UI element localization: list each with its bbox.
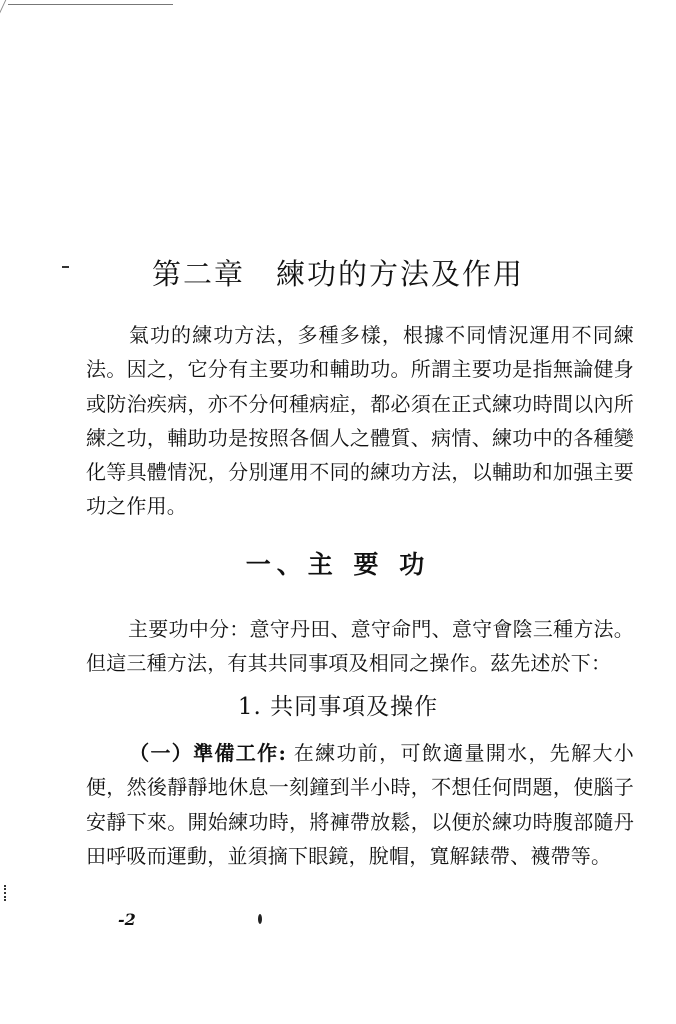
subsection-title: 1. 共同事項及操作 (237, 694, 439, 720)
top-rule-line (8, 4, 173, 5)
ink-speck (258, 914, 262, 924)
paragraph-main-methods-text: 主要功中分：意守丹田、意守命門、意守會陰三種方法。但這三種方法，有其共同事項及相同之操作。茲先述於下： (86, 617, 634, 676)
chapter-title: 第二章 練功的方法及作用 (151, 257, 524, 291)
paragraph-intro (86, 318, 634, 524)
paragraph-preparation (86, 736, 634, 873)
preparation-heading: （一）準備工作: (128, 741, 287, 765)
margin-dots-mark (4, 885, 8, 901)
corner-scan-mark (0, 0, 16, 14)
page-number: -2 (118, 910, 136, 929)
section-title: 一、主 要 功 (245, 550, 431, 579)
paragraph-preparation-text: 在練功前，可飲適量開水，先解大小便，然後靜靜地休息一刻鐘到半小時，不想任何問題，使腦子安靜下來。開始練功時，將褲帶放鬆，以便於練功時腹部隨丹田呼吸而運動，並須摘下眼鏡，脫帽，寬解錶帶、襪帶等。 (86, 741, 635, 868)
paragraph-intro-text: 氣功的練功方法，多種多樣，根據不同情況運用不同練法。因之，它分有主要功和輔助功。所謂主要功是指無論健身或防治疾病，亦不分何種病症，都必須在正式練功時間以內所練之功，輔助功是按照各個人之體質、病情、練功中的各種變化等具體情況，分別運用不同的練功方法，以輔助和加强主要功之作用。 (86, 323, 634, 519)
paragraph-main-methods (86, 612, 634, 681)
